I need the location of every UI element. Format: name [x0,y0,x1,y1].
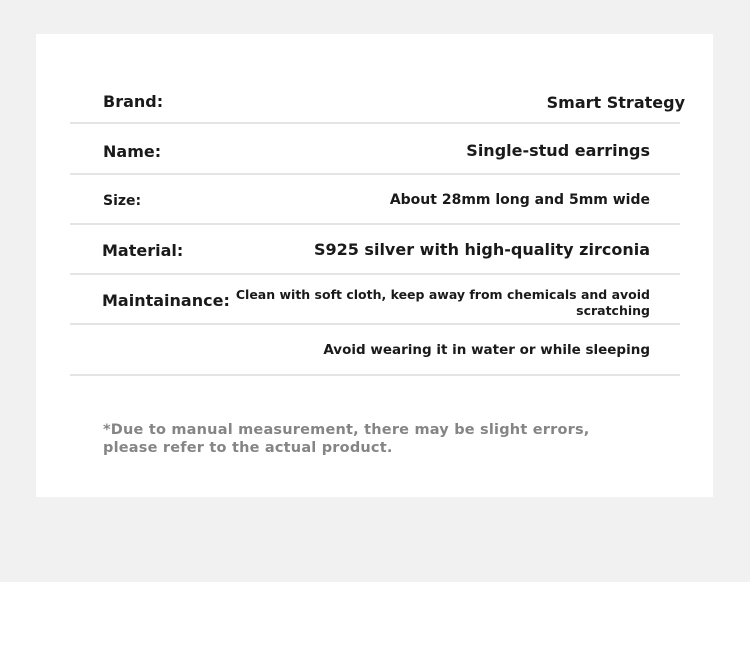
spec-row-brand [70,80,685,124]
maintainance-value-line2: scratching [576,303,650,318]
size-value: About 28mm long and 5mm wide [389,192,650,208]
material-label: Material: [102,241,184,260]
care-value: Avoid wearing it in water or while sleeping [323,342,650,358]
spec-row-size [70,175,680,225]
material-value: S925 silver with high-quality zirconia [313,240,650,259]
spec-row-name [70,124,680,175]
brand-label: Brand: [103,92,164,111]
maintainance-value-line1: Clean with soft cloth, keep away from chemicals and avoid [235,287,650,302]
name-value: Single-stud earrings [466,141,650,160]
spec-row-care [70,325,680,376]
name-label: Name: [103,142,162,161]
spec-row-maintainance [70,275,680,325]
measurement-disclaimer: *Due to manual measurement, there may be slight errors, please refer to the actual product. [103,422,590,456]
spec-row-material [70,225,680,275]
brand-value: Smart Strategy [546,93,685,112]
maintainance-label: Maintainance: [102,291,230,310]
size-label: Size: [103,193,142,209]
